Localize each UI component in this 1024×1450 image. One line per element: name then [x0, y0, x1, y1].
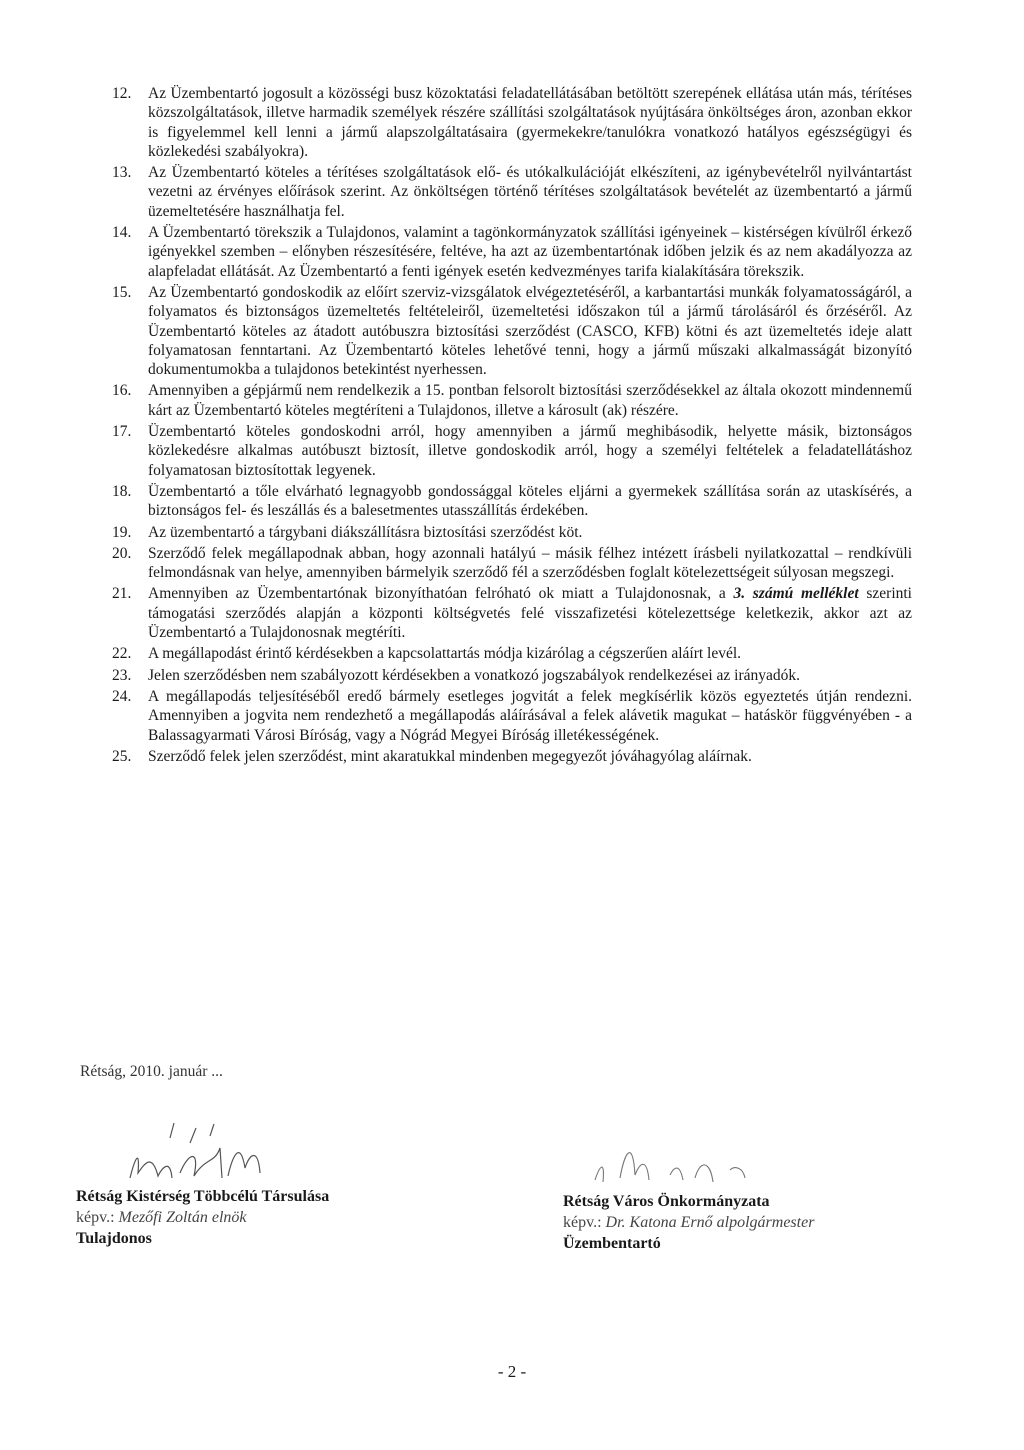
- signatory-organization: Rétság Kistérség Többcélú Társulása: [76, 1188, 330, 1205]
- clause-number: 22.: [112, 645, 132, 663]
- representative-name: Dr. Katona Ernő alpolgármester: [605, 1214, 815, 1231]
- clause-19: [112, 523, 912, 542]
- clause-text: Az üzembentartó a tárgybani diákszállításra biztosítási szerződést köt.: [148, 523, 583, 541]
- signatory-organization: Rétság Város Önkormányzata: [563, 1193, 770, 1210]
- annex-reference: 3. számú melléklet: [733, 585, 859, 603]
- clause-text-before: Amennyiben az Üzembentartónak bizonyíthatóan felróható ok miatt a Tulajdonosnak, a: [148, 585, 734, 603]
- clause-number: 18.: [112, 482, 132, 500]
- clause-21: [112, 584, 912, 642]
- clause-text-after: szerinti támogatási szerződés alapján a központi költségvetés felé visszafizetési kötelezettsége keletkezik, akkor azt az Üzembentartó a Tulajdonosnak megtéríti.: [148, 585, 912, 642]
- clause-text: [148, 584, 912, 642]
- clause-16: [112, 381, 912, 420]
- clause-25: [112, 747, 912, 766]
- clause-text: A megállapodást érintő kérdésekben a kapcsolattartás módja kizárólag a cégszerűen aláírt levél.: [148, 645, 742, 663]
- clause-number: 23.: [112, 666, 132, 684]
- clause-23: [112, 666, 912, 685]
- clause-18: [112, 482, 912, 521]
- signatory-role: Üzembentartó: [563, 1235, 661, 1252]
- clause-number: 15.: [112, 283, 132, 301]
- signatory-representative: [563, 1212, 963, 1233]
- clause-number: 24.: [112, 687, 132, 705]
- clause-text: A megállapodás teljesítéséből eredő bármely esetleges jogvitát a felek megkísérlik közös egyeztetés útján rendezni. Amennyiben a jogvita nem rendezhető a megállapodás aláírásával a felek alávetik magukat – hatáskör függvényében - a Balassagyarmati Városi Bíróság, vagy a Nógrád Megyei Bíróság illetékességének.: [148, 687, 912, 744]
- clause-24: [112, 687, 912, 745]
- signatory-representative: [76, 1207, 476, 1228]
- signatory-operator: [563, 1191, 963, 1254]
- clause-text: Üzembentartó a tőle elvárható legnagyobb gondossággal köteles eljárni a gyermekek szállítása során az utaskísérés, a biztonságos fel- és leszállás és a balesetmentes utasszállítás érdekében.: [148, 482, 912, 520]
- date-line: Rétság, 2010. január ...: [80, 1063, 223, 1080]
- clause-text: Jelen szerződésben nem szabályozott kérdésekben a vonatkozó jogszabályok rendelkezései az irányadók.: [148, 666, 801, 684]
- representative-prefix: képv.:: [76, 1209, 119, 1226]
- clause-text: A Üzembentartó törekszik a Tulajdonos, valamint a tagönkormányzatok szállítási igényeinek – kistérségen kívülről érkező igényekkel szemben – előnyben részesítésére, feltéve, ha azt az üzembentartónak időben jelzik és az nem akadályozza az alapfeladat ellátását. Az Üzembentartó a fenti igények esetén kedvezményes tarifa kialakítására törekszik.: [148, 224, 912, 280]
- clause-17: [112, 422, 912, 480]
- clause-12: [112, 84, 912, 161]
- signature-left-scribble: [110, 1118, 290, 1188]
- clause-text: Szerződő felek jelen szerződést, mint akaratukkal mindenben megegyezőt jóváhagyólag aláírnak.: [148, 747, 752, 765]
- clause-14: [112, 223, 912, 281]
- clause-20: [112, 544, 912, 583]
- signatory-role: Tulajdonos: [76, 1230, 152, 1247]
- page-number: - 2 -: [497, 1362, 527, 1381]
- signature-right-scribble: [585, 1130, 765, 1190]
- clause-number: 17.: [112, 423, 132, 441]
- clause-15: [112, 283, 912, 379]
- clause-list: [112, 84, 912, 768]
- clause-number: 14.: [112, 224, 132, 242]
- clause-number: 20.: [112, 544, 132, 562]
- clause-number: 21.: [112, 585, 132, 603]
- clause-number: 19.: [112, 523, 132, 541]
- clause-number: 25.: [112, 747, 132, 765]
- clause-text: Az Üzembentartó jogosult a közösségi busz közoktatási feladatellátásában betöltött szerepének ellátása után más, térítéses közszolgáltatások, illetve harmadik személyek részére szállítási szolgáltatások nyújtására önköltséges áron, azonban ekkor is figyelemmel kell lenni a jármű alapszolgáltatásaira (gyermekekre/tanulókra vonatkozó hatályos egészségügyi és közlekedési szabályokra).: [148, 85, 912, 160]
- clause-number: 12.: [112, 85, 132, 102]
- representative-name: Mezőfi Zoltán elnök: [118, 1209, 247, 1226]
- clause-text: Üzembentartó köteles gondoskodni arról, hogy amennyiben a jármű meghibásodik, helyette másik, biztonságos közlekedésre alkalmas autóbuszt biztosít, illetve gondoskodik arról, hogy a személyi feltételek a feladatellátáshoz folyamatosan biztosítottak legyenek.: [148, 423, 912, 479]
- clause-22: [112, 644, 912, 663]
- clause-number: 13.: [112, 164, 132, 182]
- clause-text: Amennyiben a gépjármű nem rendelkezik a 15. pontban felsorolt biztosítási szerződésekkel az általa okozott mindennemű kárt az Üzembentartó köteles megtéríteni a Tulajdonos, illetve a károsult (ak) részére.: [148, 382, 912, 419]
- clause-number: 16.: [112, 382, 132, 400]
- clause-text: Az Üzembentartó köteles a térítéses szolgáltatások elő- és utókalkulációját elkészíteni, az igénybevételről nyilvántartást vezetni az érvényes előírások szerint. Az önköltségen történő térítéses szolgáltatások bevételét az üzembentartó a jármű üzemeltetésére használhatja fel.: [148, 164, 912, 220]
- representative-prefix: képv.:: [563, 1214, 606, 1231]
- clause-13: [112, 163, 912, 221]
- clause-text: Szerződő felek megállapodnak abban, hogy azonnali hatályú – másik félhez intézett írásbeli nyilatkozattal – rendkívüli felmondásnak van helye, amennyiben bármelyik szerződő fél a szerződésben foglalt kötelezettségeit súlyosan megszegi.: [148, 544, 912, 582]
- signatory-owner: [76, 1186, 476, 1249]
- clause-text: Az Üzembentartó gondoskodik az előírt szerviz-vizsgálatok elvégeztetéséről, a karbantartási munkák folyamatosságáról, a folyamatos és biztonságos üzemeltetés feltételeiről, üzemeltetési időszakon túl a jármű tárolásáról és őrzéséről. Az Üzembentartó köteles az átadott autóbuszra biztosítási szerződést (CASCO, KFB) kötni és azt üzemeltetés ideje alatt folyamatosan fenntartani. Az Üzembentartó köteles lehetővé tenni, hogy a jármű műszaki alkalmasságát bizonyító dokumentumokba a tulajdonos betekintést nyerhessen.: [148, 283, 912, 379]
